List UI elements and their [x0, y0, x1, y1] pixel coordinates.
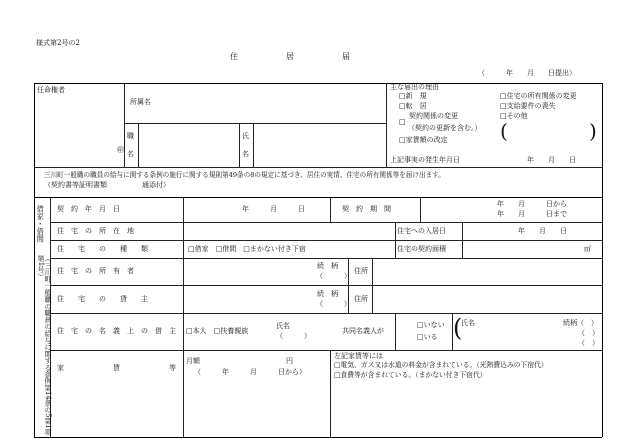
- housing-type-options[interactable]: □借家 □借間 □まかない付き下宿: [188, 245, 306, 253]
- bracket-left-mark: (: [500, 119, 508, 143]
- appointer-label: 任命権者: [37, 86, 65, 94]
- reason-ownership-change[interactable]: □住宅の所有関係の変更: [500, 92, 577, 100]
- move-in-date[interactable]: 年 月 日: [518, 227, 567, 235]
- contract-period-to[interactable]: 年 月 日まで: [497, 210, 567, 218]
- housing-type-label: 住 宅 の 種 類: [57, 245, 148, 253]
- attachment-note: （契約書等証明書類 通添付）: [44, 181, 170, 189]
- lender-relation-label: 続 柄: [317, 290, 338, 298]
- lender-address-label: 住所: [354, 295, 368, 303]
- yen-label: 円: [286, 357, 293, 365]
- rent-note-title: 左記家賃等には: [334, 352, 383, 360]
- occurrence-label: 上記事実の発生年月日: [390, 156, 460, 164]
- reason-other[interactable]: □その他: [500, 112, 528, 120]
- contract-area-label: 住宅の契約面積: [397, 245, 446, 253]
- contract-period-from[interactable]: 年 月 日から: [497, 200, 567, 208]
- lender-label: 住 宅 の 貸 主: [57, 295, 148, 303]
- reason-new[interactable]: □新 規: [399, 92, 427, 100]
- side-label-ordinance: （三川町一般職の職員の給与に関する条例第14条の5第1項第1号）: [37, 255, 52, 436]
- reason-contract-checkbox[interactable]: □: [399, 118, 406, 126]
- nominal-name-label: 氏名: [276, 322, 290, 330]
- co-nominal-exists[interactable]: □いる: [417, 333, 438, 341]
- reason-move[interactable]: □転 居: [399, 102, 427, 110]
- address-label: 住 宅 の 所 在 地: [57, 227, 134, 235]
- lender-relation-paren[interactable]: （ ）: [316, 300, 351, 308]
- reason-eligibility-loss[interactable]: □支給要件の喪失: [500, 102, 556, 110]
- contract-date-value[interactable]: 年 月 日: [242, 205, 305, 213]
- reason-rent-revision[interactable]: □家賃額の改定: [399, 136, 448, 144]
- form-number: 様式第2号の2: [36, 39, 80, 47]
- statement-text: 三川町一般職の職員の給与に関する条例の施行に関する規則第49条の8の規定に基づき、居住の実情、住宅の所有関係等を届け出ます。: [44, 171, 445, 179]
- owner-relation-paren[interactable]: （ ）: [316, 272, 351, 280]
- area-unit: ㎡: [584, 245, 591, 253]
- reasons-title: 主な届出の理由: [390, 83, 439, 91]
- bracket-right-mark: ): [589, 119, 597, 143]
- name-label-2: 名: [242, 150, 249, 158]
- monthly-label: 月額: [186, 357, 200, 365]
- form-title: 住 居 届: [230, 52, 350, 61]
- job-title-label-1: 職: [127, 132, 134, 140]
- owner-relation-label: 続 柄: [317, 262, 338, 270]
- reason-contract-renewal: （契約の更新を含む。）: [408, 124, 482, 132]
- job-title-label-2: 名: [127, 150, 134, 158]
- co-relation-3[interactable]: （ ）: [578, 339, 599, 347]
- nominal-name-paren[interactable]: （ ）: [276, 332, 311, 340]
- co-bracket-left-mark: (: [453, 314, 463, 342]
- name-label-1: 氏: [242, 132, 249, 140]
- department-label: 所属名: [130, 98, 151, 106]
- contract-date-label: 契 約 年 月 日: [57, 205, 120, 213]
- side-label-rental: 借家・借間: [36, 205, 46, 243]
- seal-mark: ㊞: [117, 146, 124, 154]
- reason-contract-change: 契約関係の変更: [409, 112, 458, 120]
- move-in-label: 住宅への入居日: [397, 227, 446, 235]
- co-nominal-label: 共同名義人が: [342, 327, 384, 335]
- rent-note-utilities[interactable]: □電気、ガス又は水道の料金が含まれている。（光熱費込みの下宿代）: [334, 361, 548, 369]
- co-relation-1[interactable]: 続柄（ ）: [563, 319, 598, 327]
- occurrence-date: 年 月 日: [527, 156, 576, 164]
- co-relation-2[interactable]: （ ）: [578, 329, 599, 337]
- rent-label: 家 賃 等: [57, 364, 176, 372]
- co-nominal-none[interactable]: □いない: [417, 321, 445, 329]
- owner-address-label: 住所: [354, 267, 368, 275]
- owner-label: 住 宅 の 所 有 者: [57, 267, 134, 275]
- nominal-lessee-label: 住 宅 の 名 義 上 の 借 主: [57, 327, 176, 335]
- rent-note-meals[interactable]: □食費等が含まれている。（まかない付き下宿代）: [334, 371, 487, 379]
- submission-date: （ 年 月 日提出）: [478, 69, 576, 77]
- co-name-label: 氏名: [461, 319, 475, 327]
- rent-from-date[interactable]: （ 年 月 日から）: [194, 368, 306, 376]
- contract-period-label: 契 約 期 間: [342, 205, 391, 213]
- nominal-lessee-options[interactable]: □本人 □扶養親族: [186, 327, 249, 335]
